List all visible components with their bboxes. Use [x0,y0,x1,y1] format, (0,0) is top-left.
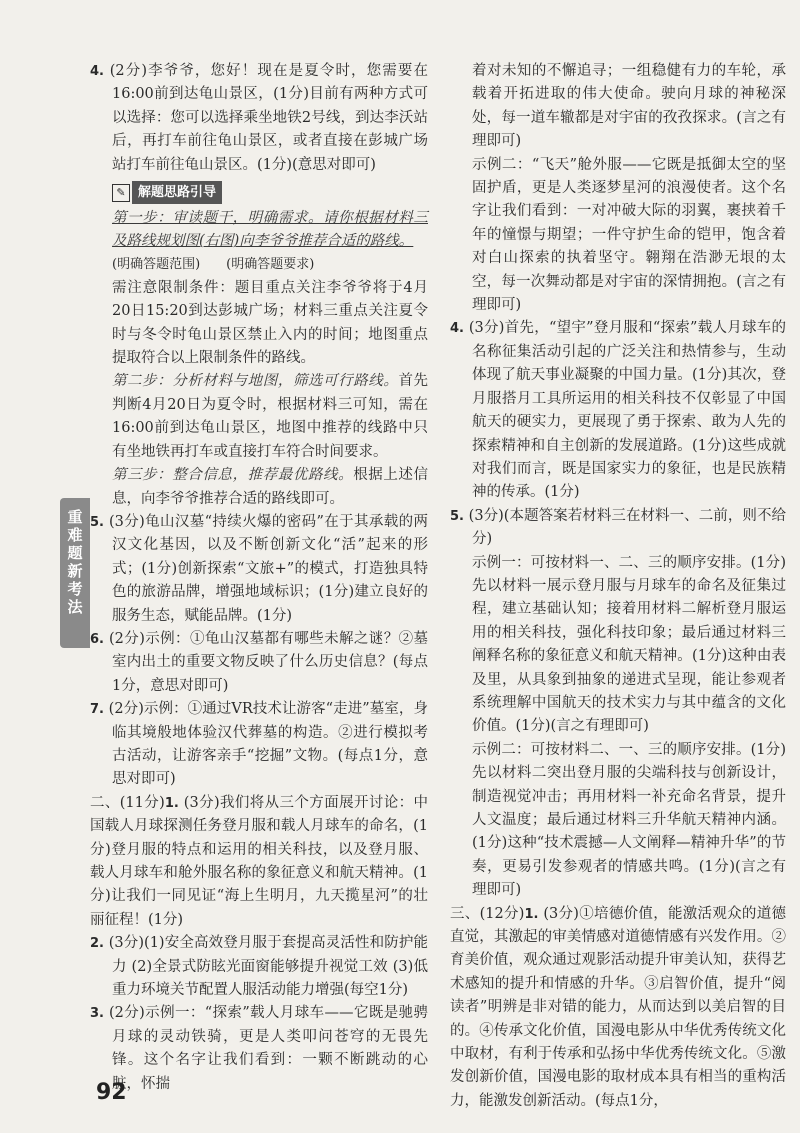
left-column [90,60,428,1096]
answer-item: 5. (3分)(本题答案若材料三在材料一、二前，则不给分) [450,507,786,548]
example-paragraph: 示例二：可按材料二、一、三的顺序安排。(1分)先以材料二突出登月服的尖端科技与创新设计，制造视觉冲击；再用材料一补充命名背景，提升人文温度；最后通过材料三升华航天精神内涵。(1分)这种“技术震撼—人文阐释—精神升华”的节奏，更易引发参观者的情感共鸣。(1分)(言之有理即可) [472,741,786,899]
answer-continuation: 着对未知的不懈追寻；一组稳健有力的车轮，承载着开拓进取的伟大使命。驶向月球的神秘深处，每一道车辙都是对宇宙的孜孜探求。(言之有理即可) [472,63,786,150]
side-category-tab: 重难题新考法 [60,498,90,648]
step-subnote: (明确答题范围) (明确答题要求) [112,257,315,273]
answer-item: 7. (2分)示例：①通过VR技术让游客“走进”墓室，身临其境般地体验汉代葬墓的构造。②进行模拟考古活动，让游客亲手“挖掘”文物。(每点1分，意思对即可) [90,701,428,788]
answer-item: 2. (3分)(1)安全高效登月服于套提高灵活性和防护能力 (2)全景式防眩光面窗能够提升视觉工效 (3)低重力环境关节配置人服活动能力增强(每空1分) [90,935,429,999]
answer-item: 4. (2分)李爷爷，您好！现在是夏令时，您需要在16:00前到达龟山景区，(1分)目前有两种方式可以选择：您可以选择乘坐地铁2号线，到达李沃站后，再打车前往龟山景区，或者直接在彭城广场站打车前往龟山景区。(1分)(意思对即可) [90,63,429,173]
answer-item: 5. (3分)龟山汉墓“持续火爆的密码”在于其承载的两汉文化基因，以及不断创新文化“活”起来的形式；(1分)创新探索“文旅+”的模式，打造独具特色的旅游品牌，增强地域标识；(1分)建立良好的服务生态，赋能品牌。(1分) [90,513,428,624]
step-explanation: 需注意限制条件：题目重点关注李爷爷将于4月20日15:20到达彭城广场；材料三重点关注夏令时与冬令时龟山景区禁止入内的时间；地图重点提取符合以上限制条件的路线。 [112,279,428,367]
example-paragraph: 示例二：“飞天”舱外服——它既是抵御太空的坚固护盾，更是人类逐梦星河的浪漫使者。这个名字让我们看到：一对冲破大际的羽翼，裹挟着千年的憧憬与期望；一件守护生命的铠甲，饱含着对白山探索的执着坚守。翱翔在浩渺无垠的太空，每一次舞动都是对宇宙的深情拥抱。(言之有理即可) [472,156,786,314]
handwritten-step: 第一步：审读题干，明确需求。请你根据材料三及路线规划图(右图)向李爷爷推荐合适的路线。 [112,209,428,250]
solution-tip-header: ✎ 解题思路引导 [112,181,222,205]
section-answer: 三、(12分)1. (3分)①培德价值，能激活观众的道德直觉，其激起的审美情感对道德情感有兴发作用。②育美价值，观众通过观影活动提升审美认知，获得艺术感知的提升和情感的升华。③启智价值，提升“阅读者”明辨是非对错的能力，从而达到以美启智的目的。④传承文化价值，国漫电影从中华优秀传统文化中取材，有利于传承和弘扬中华优秀传统文化。⑤激发创新价值，国漫电影的取材成本具有相当的重构活力，能激发创新活动。(每点1分， [450,905,787,1109]
example-paragraph: 示例一：可按材料一、二、三的顺序安排。(1分)先以材料一展示登月服与月球车的命名及征集过程，建立基础认知；接着用材料二解析登月服运用的相关科技，强化科技印象；最后通过材料三阐释名称的象征意义和航天精神。(1分)这种由表及里，从具象到抽象的递进式呈现，能让参观者系统理解中国航天的技术实力与其中蕴含的文化价值。(1分)(言之有理即可) [472,554,786,735]
section-answer: 二、(11分)1. (3分)我们将从三个方面展开讨论：中国载人月球探测任务登月服和载人月球车的命名，(1分)登月服的特点和运用的相关科技，以及登月服、载人月球车和舱外服名称的象征意义和航天精神。(1分)让我们一同见证“海上生明月，九天揽星河”的壮丽征程！(1分) [90,794,429,928]
page-number: 92 [96,1080,127,1105]
handwritten-step: 第三步：整合信息，推荐最优路线。根据上述信息，向李爷爷推荐合适的路线即可。 [112,467,429,507]
answer-item: 3. (2分)示例一：“探索”载人月球车——它既是驰骋月球的灵动铁骑，更是人类叩问苍穹的无畏先锋。这个名字让我们看到：一颗不断跳动的心脏，怀揣 [90,1005,428,1092]
tip-icon: ✎ [112,184,130,202]
handwritten-step: 第二步：分析材料与地图，筛选可行路线。首先判断4月20日为夏令时，根据材料三可知，需在16:00前到达龟山景区，地图中推荐的线路中只有坐地铁再打车或直接打车符合时间要求。 [112,373,429,460]
answer-item: 4. (3分)首先，“望宇”登月服和“探索”载人月球车的名称征集活动引起的广泛关注和热情参与，生动体现了航天事业凝聚的中国力量。(1分)其次，登月服搭月工具所运用的相关科技不仅彰显了中国航天的硬实力，更展现了勇于探索、敢为人先的探索精神和自主创新的发展道路。(1分)这些成就对我们而言，既是国家实力的象征，也是民族精神的传承。(1分) [450,320,786,501]
answer-item: 6. (2分)示例：①龟山汉墓都有哪些未解之谜？②墓室内出土的重要文物反映了什么历史信息？(每点1分，意思对即可) [90,630,428,694]
right-column [450,60,786,1113]
